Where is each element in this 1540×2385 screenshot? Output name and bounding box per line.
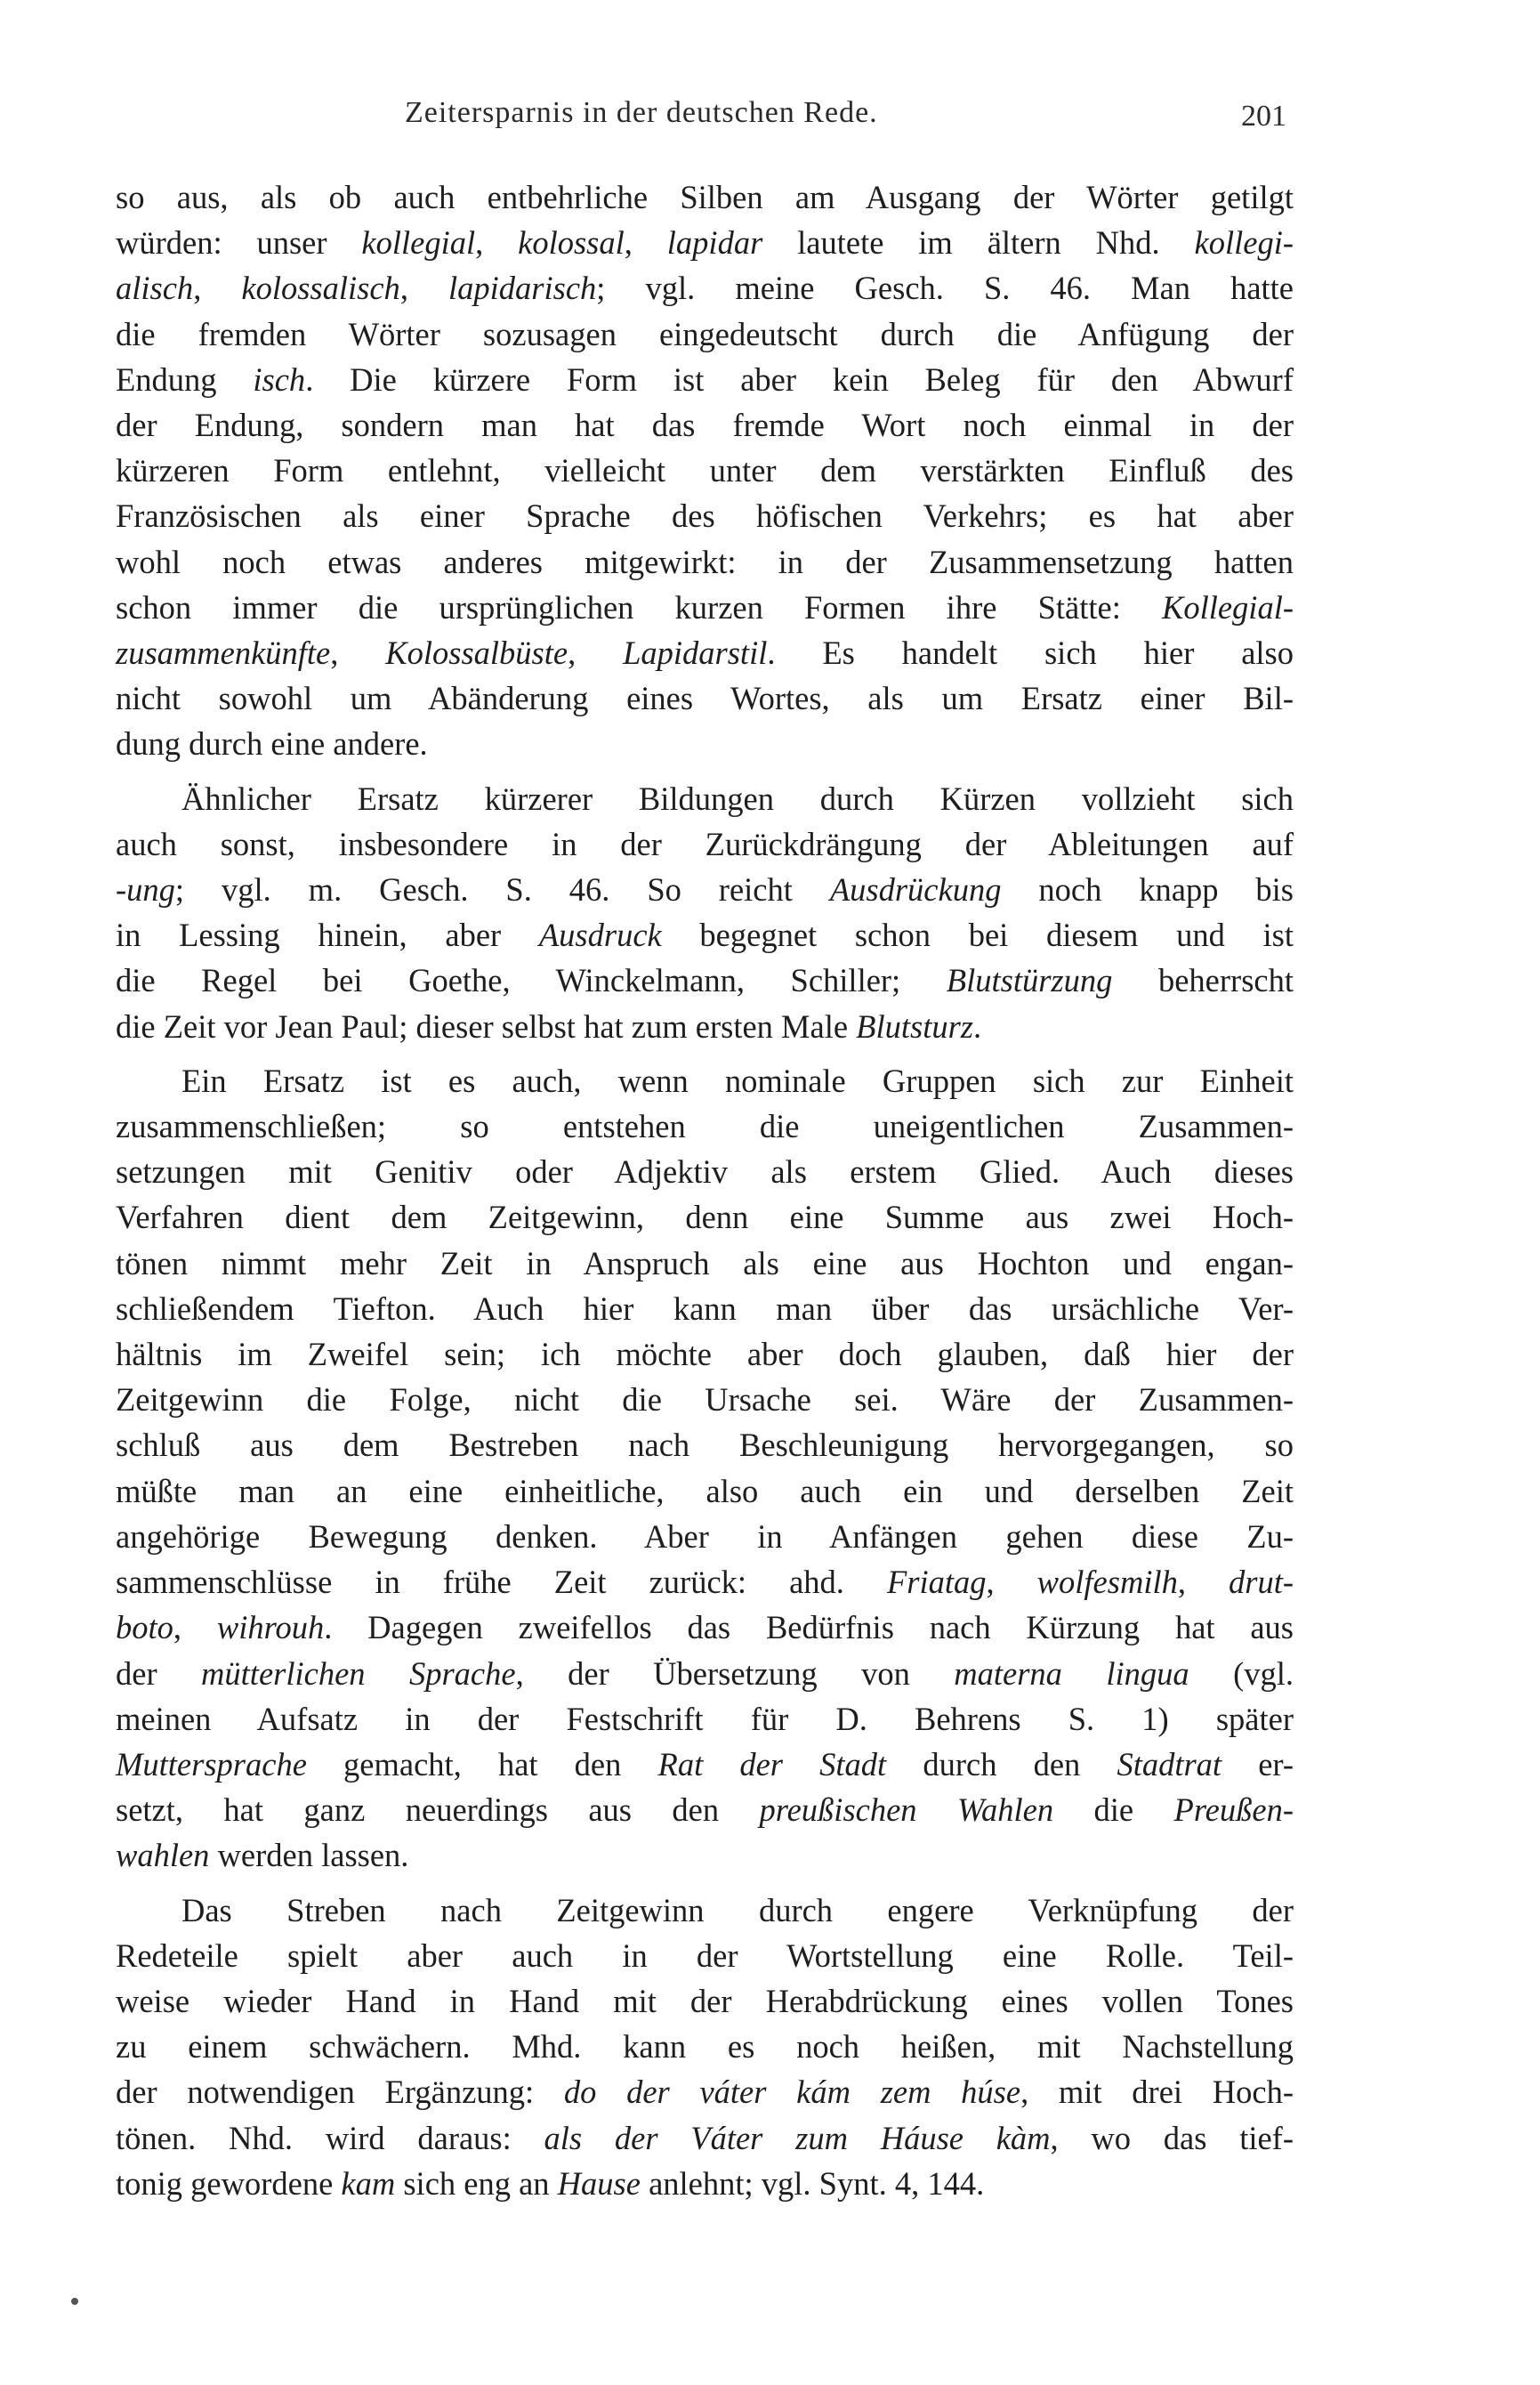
paragraph — [116, 776, 1294, 1049]
text-run: Endung — [116, 360, 254, 398]
text-run: (vgl. — [1189, 1654, 1294, 1692]
text-run: setzungen mit Genitiv oder Adjektiv als erstem Glied. Auch dieses — [116, 1153, 1294, 1191]
italic-term: -ung — [116, 871, 175, 909]
italic-term: lapidarisch — [448, 270, 597, 307]
text-run: die fremden Wörter sozusagen eingedeutscht durch die Anfügung der — [116, 315, 1294, 352]
text-run: , — [475, 224, 519, 262]
text-line — [116, 2069, 1294, 2114]
text-line — [116, 1468, 1294, 1514]
text-line — [116, 912, 1294, 958]
italic-term: Stadtrat — [1117, 1745, 1222, 1783]
paragraph — [116, 1888, 1294, 2206]
text-line — [116, 220, 1294, 265]
text-run: Französischen als einer Sprache des höfischen Verkehrs; es hat aber — [116, 497, 1294, 535]
italic-term: isch — [253, 360, 306, 398]
text-run: durch den — [886, 1745, 1117, 1783]
text-run: so aus, als ob auch entbehrliche Silben am Ausgang der Wörter getilgt — [116, 179, 1294, 215]
text-run: , wo das tief- — [1050, 2119, 1294, 2156]
italic-term: Preußen- — [1173, 1791, 1294, 1829]
text-run: Ein Ersatz ist es auch, wenn nominale Gruppen sich zur Einheit — [181, 1062, 1294, 1099]
italic-term: do der váter kám zem húse — [563, 2074, 1021, 2111]
text-line — [116, 675, 1294, 721]
italic-term: wolfesmilh — [1036, 1564, 1178, 1601]
text-run: Zeitgewinn die Folge, nicht die Ursache sei. Wäre der Zusammen- — [116, 1381, 1294, 1419]
text-line — [116, 311, 1294, 357]
text-run: noch knapp bis — [1001, 871, 1294, 909]
text-run: schluß aus dem Bestreben nach Beschleunigung hervorgegangen, so — [116, 1427, 1294, 1464]
italic-term: alisch — [116, 270, 194, 307]
italic-term: materna lingua — [954, 1654, 1189, 1692]
text-line — [116, 1888, 1294, 1933]
text-line — [116, 1149, 1294, 1194]
text-line — [116, 402, 1294, 448]
text-run: . Die kürzere Form ist aber kein Beleg für den Abwurf — [305, 360, 1294, 398]
text-line — [116, 1832, 1294, 1878]
text-run: meinen Aufsatz in der Festschrift für D. Behrens S. 1) später — [116, 1700, 1294, 1737]
text-line — [116, 867, 1294, 912]
text-run: hältnis im Zweifel sein; ich möchte aber doch glauben, daß hier der — [116, 1336, 1294, 1373]
italic-term: Ausdruck — [538, 917, 662, 954]
text-run: Redeteile spielt aber auch in der Wortstellung eine Rolle. Teil- — [116, 1936, 1294, 1974]
text-run: in Lessing hinein, aber — [116, 917, 539, 954]
italic-term: wihrouh — [216, 1609, 325, 1646]
italic-term: boto — [116, 1609, 173, 1646]
text-line — [116, 1104, 1294, 1149]
text-run: , — [986, 1564, 1037, 1601]
text-line — [116, 721, 1294, 766]
text-line — [116, 493, 1294, 538]
page-number: 201 — [1241, 100, 1286, 133]
text-line — [116, 1933, 1294, 1978]
text-run: die — [1053, 1791, 1174, 1829]
italic-term: mütterlichen Sprache — [201, 1654, 516, 1692]
text-line — [116, 958, 1294, 1003]
italic-term: Friatag — [886, 1564, 987, 1601]
text-run: , mit drei Hoch- — [1020, 2074, 1294, 2111]
italic-term: kam — [341, 2164, 396, 2202]
text-line — [116, 2024, 1294, 2069]
text-line — [116, 448, 1294, 493]
text-line — [116, 630, 1294, 675]
speck-mark — [71, 2298, 78, 2305]
text-line — [116, 1331, 1294, 1377]
text-line — [116, 174, 1294, 220]
italic-term: Kolossalbüste — [385, 635, 568, 672]
italic-term: wahlen — [116, 1837, 210, 1874]
text-line — [116, 821, 1294, 867]
text-run: nicht sowohl um Abänderung eines Wortes, als um Ersatz einer Bil- — [116, 680, 1294, 717]
text-run: zu einem schwächern. Mhd. kann es noch heißen, mit Nachstellung — [116, 2028, 1294, 2066]
text-run: lautete im ältern Nhd. — [762, 224, 1195, 262]
text-run: , — [330, 635, 386, 672]
italic-term: Rat der Stadt — [657, 1745, 887, 1783]
italic-term: kollegial — [361, 224, 476, 262]
text-run: schon immer die ursprünglichen kurzen Formen ihre Stätte: — [116, 588, 1162, 626]
italic-term: Ausdrückung — [829, 871, 1002, 909]
text-run: setzt, hat ganz neuerdings aus den — [116, 1791, 760, 1829]
text-run: , der Übersetzung von — [515, 1654, 955, 1692]
italic-term: Muttersprache — [116, 1745, 307, 1783]
text-line — [116, 1286, 1294, 1331]
text-run: angehörige Bewegung denken. Aber in Anfängen gehen diese Zu- — [116, 1517, 1294, 1555]
paragraph — [116, 1058, 1294, 1879]
body-text — [116, 174, 1294, 2206]
text-line — [116, 1742, 1294, 1787]
text-run: der notwendigen Ergänzung: — [116, 2074, 564, 2111]
text-run: , — [624, 224, 667, 262]
text-run: die Regel bei Goethe, Winckelmann, Schiller; — [116, 962, 947, 999]
text-line — [116, 1241, 1294, 1286]
text-run: , — [568, 635, 624, 672]
text-line — [116, 1058, 1294, 1104]
text-run: dung durch eine andere. — [116, 725, 428, 763]
text-run: sammenschlüsse in frühe Zeit zurück: ahd. — [116, 1564, 887, 1601]
text-run: beherrscht — [1112, 962, 1294, 999]
text-line — [116, 2161, 1294, 2206]
text-run: , — [193, 270, 242, 307]
italic-term: als der Váter zum Háuse kàm — [544, 2119, 1051, 2156]
italic-term: Blutsturz — [856, 1007, 974, 1045]
italic-term: Blutstürzung — [946, 962, 1113, 999]
text-run: schließendem Tiefton. Auch hier kann man über das ursächliche Ver- — [116, 1290, 1294, 1327]
text-line — [116, 1194, 1294, 1240]
text-run: . Es handelt sich hier also — [767, 635, 1294, 672]
text-run: würden: unser — [116, 224, 362, 262]
text-run: tönen nimmt mehr Zeit in Anspruch als eine aus Hochton und engan- — [116, 1244, 1294, 1281]
text-line — [116, 1004, 1294, 1049]
text-run: ; vgl. m. Gesch. S. 46. So reicht — [174, 871, 830, 909]
text-line — [116, 265, 1294, 311]
text-run: tönen. Nhd. wird daraus: — [116, 2119, 544, 2156]
text-run: müßte man an eine einheitliche, also auch ein und derselben Zeit — [116, 1472, 1294, 1509]
text-run: , — [1177, 1564, 1230, 1601]
text-run: kürzeren Form entlehnt, vielleicht unter dem verstärkten Einfluß des — [116, 452, 1294, 489]
text-run: gemacht, hat den — [306, 1745, 658, 1783]
italic-term: kollegi- — [1194, 224, 1294, 262]
running-title: Zeitersparnis in der deutschen Rede. — [405, 96, 878, 129]
text-line — [116, 539, 1294, 585]
text-line — [116, 1514, 1294, 1559]
italic-term: kolossal — [518, 224, 625, 262]
text-run: der — [116, 1654, 202, 1692]
italic-term: zusammenkünfte — [116, 635, 331, 672]
text-run: sich eng an — [395, 2164, 558, 2202]
italic-term: drut- — [1229, 1564, 1294, 1601]
text-run: , — [173, 1609, 217, 1646]
text-line — [116, 1559, 1294, 1605]
text-line — [116, 357, 1294, 402]
text-line — [116, 1605, 1294, 1650]
text-run: . — [973, 1007, 982, 1045]
text-run: wohl noch etwas anderes mitgewirkt: in der Zusammensetzung hatten — [116, 543, 1294, 580]
text-line — [116, 776, 1294, 821]
text-run: zusammenschließen; so entstehen die uneigentlichen Zusammen- — [116, 1108, 1294, 1145]
italic-term: preußischen Wahlen — [759, 1791, 1054, 1829]
text-line — [116, 1978, 1294, 2024]
text-line — [116, 2115, 1294, 2161]
running-header — [0, 96, 1540, 141]
text-run: Das Streben nach Zeitgewinn durch engere Verknüpfung der — [181, 1891, 1294, 1928]
italic-term: kolossalisch — [241, 270, 400, 307]
text-run: . Dagegen zweifellos das Bedürfnis nach Kürzung hat aus — [324, 1609, 1294, 1646]
text-run: begegnet schon bei diesem und ist — [661, 917, 1294, 954]
text-run: anlehnt; vgl. Synt. 4, 144. — [640, 2164, 985, 2202]
italic-term: Kollegial- — [1161, 588, 1294, 626]
text-run: , — [399, 270, 448, 307]
text-run: werden lassen. — [209, 1837, 409, 1874]
text-line — [116, 585, 1294, 630]
text-run: die Zeit vor Jean Paul; dieser selbst hat zum ersten Male — [116, 1007, 857, 1045]
italic-term: Hause — [557, 2164, 641, 2202]
text-run: Verfahren dient dem Zeitgewinn, denn eine Summe aus zwei Hoch- — [116, 1199, 1294, 1236]
text-run: ; vgl. meine Gesch. S. 46. Man hatte — [596, 270, 1294, 307]
text-line — [116, 1787, 1294, 1832]
text-run: weise wieder Hand in Hand mit der Herabdrückung eines vollen Tones — [116, 1982, 1294, 2019]
text-run: auch sonst, insbesondere in der Zurückdrängung der Ableitungen auf — [116, 825, 1294, 862]
text-run: der Endung, sondern man hat das fremde Wort noch einmal in der — [116, 407, 1294, 444]
italic-term: Lapidarstil — [623, 635, 768, 672]
text-line — [116, 1377, 1294, 1422]
italic-term: lapidar — [666, 224, 763, 262]
text-line — [116, 1696, 1294, 1742]
text-run: er- — [1222, 1745, 1294, 1783]
paragraph — [116, 174, 1294, 767]
text-run: Ähnlicher Ersatz kürzerer Bildungen durch Kürzen vollzieht sich — [181, 780, 1294, 817]
text-line — [116, 1651, 1294, 1696]
text-run: tonig gewordene — [116, 2164, 342, 2202]
text-line — [116, 1422, 1294, 1467]
